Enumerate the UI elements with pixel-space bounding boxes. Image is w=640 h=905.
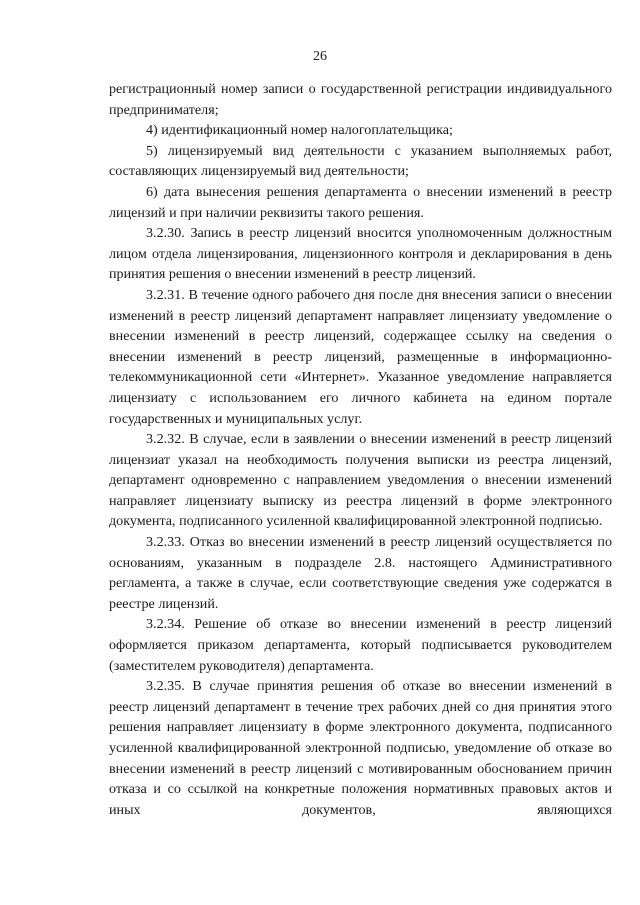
paragraph-3-2-34: 3.2.34. Решение об отказе во внесении изменений в реестр лицензий оформляется приказом департамента, который подписывается руководителем (заместителем руководителя) департамента. (109, 616, 612, 674)
paragraph-item-4: 4) идентификационный номер налогоплательщика; (146, 122, 453, 139)
paragraph-continuation: регистрационный номер записи о государственной регистрации индивидуального предпринимателя; (109, 81, 612, 118)
paragraph-3-2-31: 3.2.31. В течение одного рабочего дня после дня внесения записи о внесении изменений в реестр лицензий департамент направляет лицензиату уведомление о внесении изменений в реестр лицензий, содержащее ссылку на сведения о внесении изменений в реестр лицензий, размещенные в информационно-телекоммуникационной сети «Интернет». Указанное уведомление направляется лицензиату с использованием его личного кабинета на едином портале государственных и муниципальных услуг. (109, 286, 612, 427)
document-body (109, 79, 612, 820)
paragraph-3-2-33: 3.2.33. Отказ во внесении изменений в реестр лицензий осуществляется по основаниям, указанным в подразделе 2.8. настоящего Административного регламента, а также в случае, если соответствующие сведения уже содержатся в реестре лицензий. (109, 534, 612, 612)
paragraph-item-5: 5) лицензируемый вид деятельности с указанием выполняемых работ, составляющих лицензируемый вид деятельности; (109, 142, 612, 180)
paragraph-3-2-32: 3.2.32. В случае, если в заявлении о внесении изменений в реестр лицензий лицензиат указал на необходимость получения выписки из реестра лицензий, департамент одновременно с направлением уведомления о внесении изменений направляет лицензиату выписку из реестра лицензий в форме электронного документа, подписанного усиленной квалифицированной электронной подписью. (109, 431, 612, 530)
paragraph-3-2-35: 3.2.35. В случае принятия решения об отказе во внесении изменений в реестр лицензий департамент в течение трех рабочих дней со дня принятия этого решения направляет лицензиату в форме электронного документа, подписанного усиленной квалифицированной электронной подписью, уведомление об отказе во внесении изменений в реестр лицензий с мотивированным обоснованием причин отказа и со ссылкой на конкретные положения нормативных правовых актов и иных документов, являющихся (109, 678, 612, 818)
paragraph-3-2-30: 3.2.30. Запись в реестр лицензий вносится уполномоченным должностным лицом отдела лицензирования, лицензионного контроля и декларирования в день принятия решения о внесении изменений в реестр лицензий. (109, 225, 612, 283)
page-number: 26 (313, 49, 327, 64)
paragraph-item-6: 6) дата вынесения решения департамента о внесении изменений в реестр лицензий и при наличии реквизиты такого решения. (109, 183, 612, 221)
